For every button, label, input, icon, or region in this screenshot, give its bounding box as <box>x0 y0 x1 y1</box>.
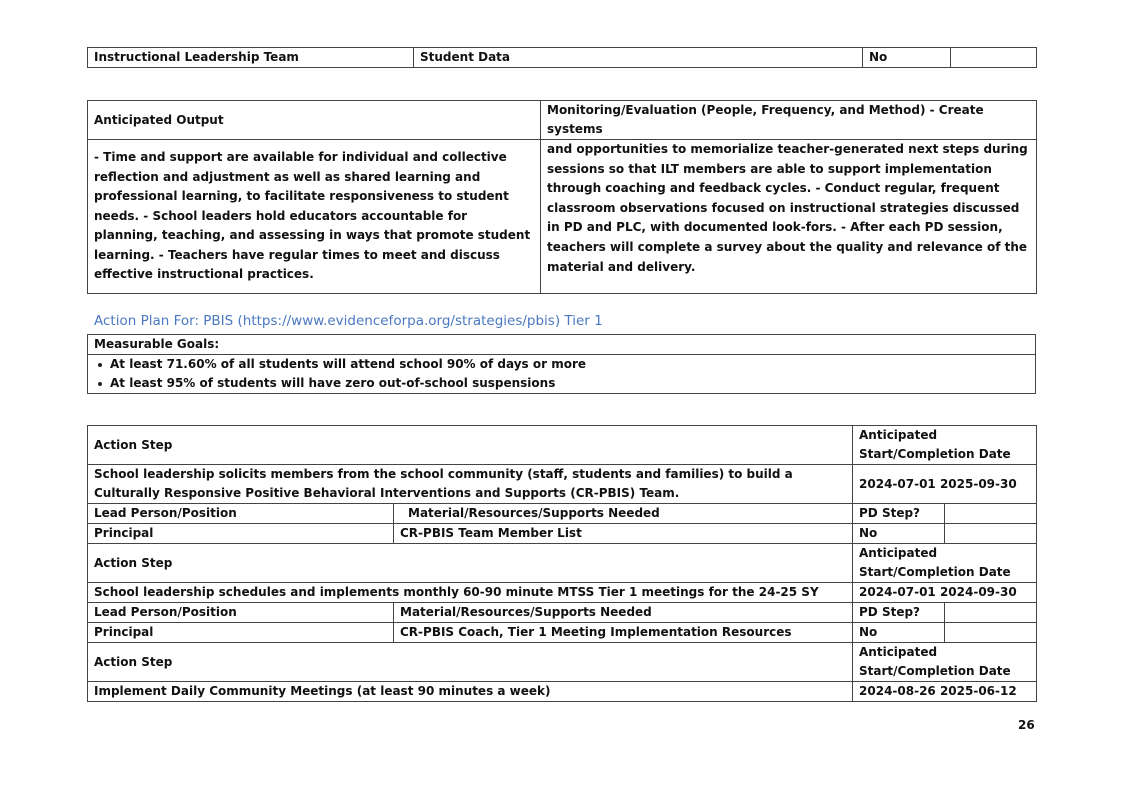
goals-list <box>88 355 1036 394</box>
table-header-row <box>88 426 1037 465</box>
monitoring-header: Monitoring/Evaluation (People, Frequency, and Method) - Create systems <box>541 101 1037 140</box>
material-header: Material/Resources/Supports Needed <box>394 504 853 524</box>
goal-text: At least 95% of students will have zero out-of-school suspensions <box>110 376 556 390</box>
action-step-text: School leadership schedules and implements monthly 60-90 minute MTSS Tier 1 meetings for the 24-25 SY <box>88 583 853 603</box>
anticipated-output-text: - Time and support are available for individual and collective reflection and adjustment as well as shared learning and professional learning, to facilitate responsiveness to student needs. - School leaders hold educators accountable for planning, teaching, and assessing in ways that promote student learning. - Teachers have regular times to meet and discuss effective instructional practices. <box>88 140 541 294</box>
empty-cell <box>945 603 1037 623</box>
date-header-line-2: Start/Completion Date <box>859 565 1011 579</box>
action-step-header: Action Step <box>88 426 853 465</box>
empty-cell <box>945 623 1037 643</box>
table-row <box>88 623 1037 643</box>
previous-step-table <box>87 47 1037 68</box>
table-row <box>88 465 1037 504</box>
material-cell: CR-PBIS Team Member List <box>394 524 853 544</box>
lead-person-header: Lead Person/Position <box>88 603 394 623</box>
material-cell: CR-PBIS Coach, Tier 1 Meeting Implementation Resources <box>394 623 853 643</box>
date-header-line-2: Start/Completion Date <box>859 447 1011 461</box>
table-row <box>88 524 1037 544</box>
table-row <box>88 682 1037 702</box>
date-header-line-1: Anticipated <box>859 645 938 659</box>
step-dates: 2024-07-01 2025-09-30 <box>853 465 1037 504</box>
page-number: 26 <box>1018 718 1035 732</box>
pd-step-cell: No <box>863 48 951 68</box>
measurable-goals-table <box>87 334 1036 394</box>
table-header-row <box>88 603 1037 623</box>
action-step-header: Action Step <box>88 643 853 682</box>
pd-step-header: PD Step? <box>853 504 945 524</box>
date-header-line-1: Anticipated <box>859 546 938 560</box>
action-step-header: Action Step <box>88 544 853 583</box>
output-monitoring-table <box>87 100 1037 294</box>
table-header-row <box>88 544 1037 583</box>
empty-cell <box>945 524 1037 544</box>
empty-cell <box>951 48 1037 68</box>
bullet-icon <box>98 382 102 386</box>
table-row <box>88 355 1036 394</box>
lead-person-cell: Instructional Leadership Team <box>88 48 414 68</box>
bullet-icon <box>98 363 102 367</box>
action-step-text: Implement Daily Community Meetings (at least 90 minutes a week) <box>88 682 853 702</box>
table-header-row <box>88 101 1037 140</box>
list-item <box>94 374 1029 393</box>
pd-step-header: PD Step? <box>853 603 945 623</box>
date-header <box>853 643 1037 682</box>
date-header-line-2: Start/Completion Date <box>859 664 1011 678</box>
table-row <box>88 583 1037 603</box>
measurable-goals-label: Measurable Goals: <box>88 335 1036 355</box>
monitoring-text: and opportunities to memorialize teacher-generated next steps during sessions so that ILT members are able to support implementation through coaching and feedback cycles. - Conduct regular, frequent classroom observations focused on instructional strategies discussed in PD and PLC, with documented look-fors. - After each PD session, teachers will complete a survey about the quality and relevance of the material and delivery. <box>541 140 1037 294</box>
action-plan-title: Action Plan For: PBIS (https://www.evidenceforpa.org/strategies/pbis) Tier 1 <box>94 313 603 329</box>
table-header-row <box>88 504 1037 524</box>
action-steps-table <box>87 425 1037 702</box>
material-cell: Student Data <box>414 48 863 68</box>
material-header: Material/Resources/Supports Needed <box>394 603 853 623</box>
lead-person-cell: Principal <box>88 623 394 643</box>
pd-step-cell: No <box>853 623 945 643</box>
step-dates: 2024-08-26 2025-06-12 <box>853 682 1037 702</box>
lead-person-cell: Principal <box>88 524 394 544</box>
list-item <box>94 355 1029 374</box>
date-header-line-1: Anticipated <box>859 428 938 442</box>
pd-step-cell: No <box>853 524 945 544</box>
table-header-row <box>88 335 1036 355</box>
date-header <box>853 426 1037 465</box>
table-row <box>88 48 1037 68</box>
anticipated-output-header: Anticipated Output <box>88 101 541 140</box>
lead-person-header: Lead Person/Position <box>88 504 394 524</box>
table-row <box>88 140 1037 294</box>
goal-text: At least 71.60% of all students will attend school 90% of days or more <box>110 357 587 371</box>
table-header-row <box>88 643 1037 682</box>
empty-cell <box>945 504 1037 524</box>
step-dates: 2024-07-01 2024-09-30 <box>853 583 1037 603</box>
action-step-text: School leadership solicits members from the school community (staff, students and families) to build a Culturally Responsive Positive Behavioral Interventions and Supports (CR-PBIS) Team. <box>88 465 853 504</box>
date-header <box>853 544 1037 583</box>
